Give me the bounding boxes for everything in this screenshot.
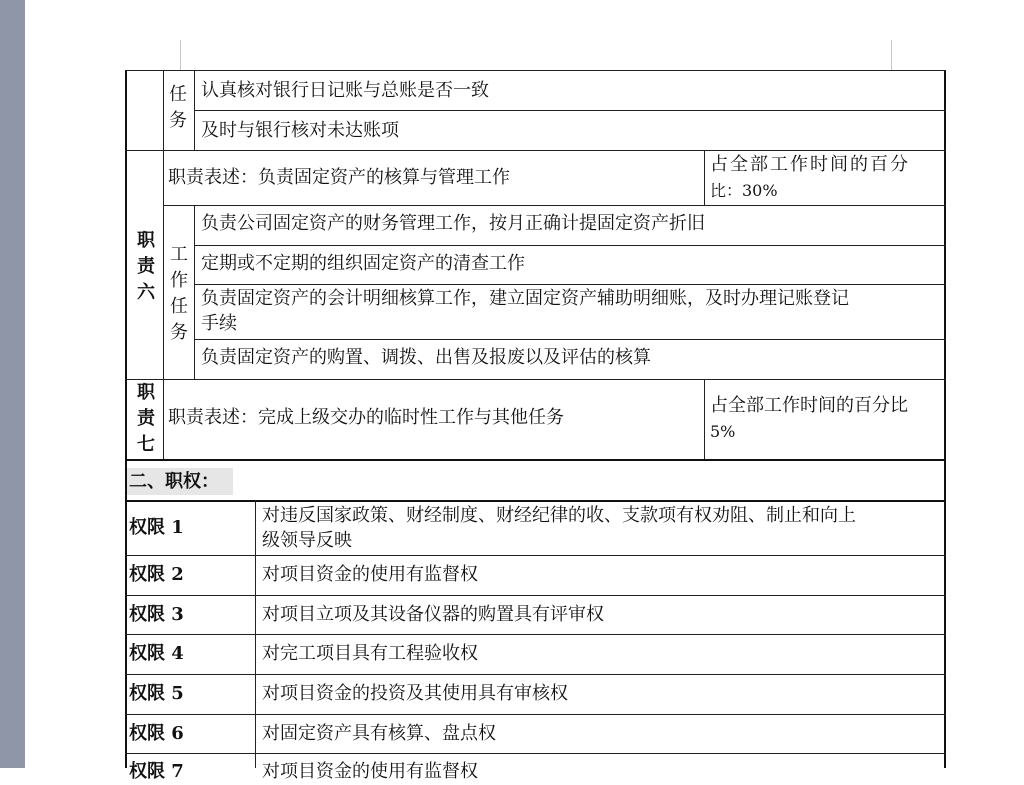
task-label-1: 任务	[169, 84, 187, 131]
task-item: 负责公司固定资产的财务管理工作，按月正确计提固定资产折旧	[201, 213, 705, 234]
duty-label-6: 职责六	[137, 230, 155, 303]
permission-label: 权限 2	[129, 564, 184, 585]
permission-text-cont: 级领导反映	[262, 530, 352, 551]
duty-description-6: 职责表述：负责固定资产的核算与管理工作	[168, 167, 510, 188]
permission-label: 权限 1	[129, 517, 184, 538]
task-item: 负责固定资产的会计明细核算工作，建立固定资产辅助明细账，及时办理记账登记	[201, 288, 849, 309]
permission-label: 权限 3	[129, 604, 184, 625]
duty-label-7: 职责七	[137, 382, 155, 455]
task-item-cont: 手续	[201, 313, 237, 334]
permission-text: 对项目资金的使用有监督权	[262, 761, 478, 782]
margin-mark-right	[891, 40, 892, 70]
permission-label: 权限 6	[129, 723, 184, 744]
task-item: 定期或不定期的组织固定资产的清查工作	[201, 253, 525, 274]
permission-text: 对项目立项及其设备仪器的购置具有评审权	[262, 604, 604, 625]
permission-text: 对违反国家政策、财经制度、财经纪律的收、支款项有权劝阻、制止和向上	[262, 505, 856, 526]
time-share-6-value: 比：30%	[710, 181, 778, 200]
permission-label: 权限 5	[129, 683, 184, 704]
margin-mark-left	[180, 40, 181, 70]
permission-text: 对完工项目具有工程验收权	[262, 643, 478, 664]
page-gutter	[0, 0, 25, 768]
task-item: 负责固定资产的购置、调拨、出售及报废以及评估的核算	[201, 347, 651, 368]
time-share-6: 占全部工作时间的百分	[710, 154, 910, 175]
work-task-label-6: 工作任务	[170, 244, 188, 343]
permission-text: 对项目资金的投资及其使用具有审核权	[262, 683, 568, 704]
task-item: 认真核对银行日记账与总账是否一致	[201, 80, 489, 101]
time-share-7: 占全部工作时间的百分比	[710, 395, 908, 416]
permission-label: 权限 7	[129, 761, 184, 782]
permission-text: 对固定资产具有核算、盘点权	[262, 723, 496, 744]
section-title: 二、职权：	[129, 471, 219, 492]
task-item: 及时与银行核对未达账项	[201, 120, 399, 141]
permission-label: 权限 4	[129, 643, 184, 664]
duty-description-7: 职责表述：完成上级交办的临时性工作与其他任务	[168, 407, 564, 428]
time-share-7-value: 5%	[710, 422, 736, 441]
permission-text: 对项目资金的使用有监督权	[262, 564, 478, 585]
